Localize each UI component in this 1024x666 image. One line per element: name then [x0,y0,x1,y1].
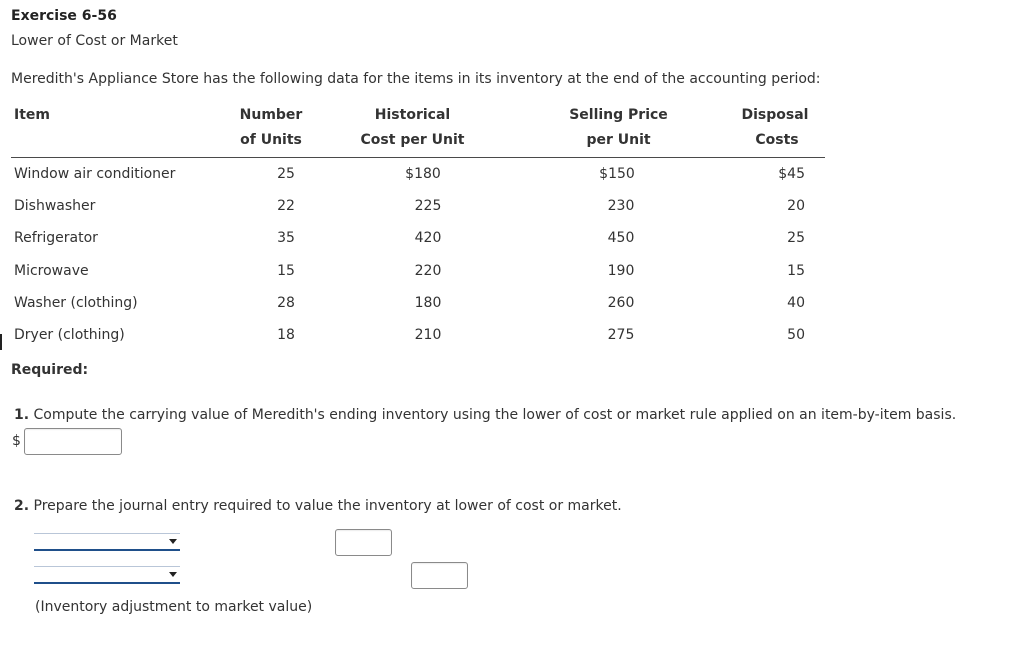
col-header-cost-line2: Cost per Unit [360,132,465,148]
row-cost: $180 [405,166,441,182]
row-cost: 420 [414,230,442,246]
row-disposal: $45 [778,166,805,182]
inventory-value-input[interactable] [24,428,122,455]
debit-amount-input[interactable] [335,529,392,556]
row-disposal: 50 [787,327,805,343]
dropdown-arrow-icon [169,572,177,577]
row-cost: 225 [414,198,442,214]
col-header-units-line1: Number [239,107,303,123]
row-units: 22 [277,198,295,214]
row-item-name: Dishwasher [14,198,96,214]
row-disposal: 25 [787,230,805,246]
credit-amount-input[interactable] [411,562,468,589]
debit-account-select[interactable] [34,533,180,551]
row-price: 450 [607,230,635,246]
row-disposal: 40 [787,295,805,311]
row-units: 18 [277,327,295,343]
row-disposal: 15 [787,263,805,279]
journal-entry-note: (Inventory adjustment to market value) [35,599,313,615]
row-item-name: Dryer (clothing) [14,327,125,343]
col-header-price-line1: Selling Price [569,107,668,123]
row-units: 15 [277,263,295,279]
row-price: 230 [607,198,635,214]
question-1-number: 1. [14,407,30,423]
currency-symbol: $ [12,433,21,449]
credit-account-select[interactable] [34,566,180,584]
row-cost: 220 [414,263,442,279]
col-header-item: Item [14,107,50,123]
row-disposal: 20 [787,198,805,214]
row-units: 25 [277,166,295,182]
question-2 [14,498,622,514]
dropdown-arrow-icon [169,539,177,544]
required-label: Required: [11,362,89,378]
question-1-text: Compute the carrying value of Meredith's ending inventory using the lower of cost or market rule applied on an item-by-item basis. [33,407,957,423]
col-header-price-line2: per Unit [586,132,651,148]
question-2-number: 2. [14,498,30,514]
focus-marker [0,334,2,350]
row-price: 260 [607,295,635,311]
row-item-name: Window air conditioner [14,166,176,182]
col-header-disposal-line2: Costs [755,132,799,148]
exercise-subtitle: Lower of Cost or Market [11,33,178,49]
col-header-units-line2: of Units [240,132,302,148]
row-item-name: Microwave [14,263,89,279]
row-units: 35 [277,230,295,246]
row-price: $150 [599,166,635,182]
row-units: 28 [277,295,295,311]
exercise-title: Exercise 6-56 [11,8,117,24]
question-2-text: Prepare the journal entry required to value the inventory at lower of cost or market. [33,498,622,514]
row-item-name: Refrigerator [14,230,98,246]
row-cost: 210 [414,327,442,343]
header-divider [11,157,825,158]
row-price: 275 [607,327,635,343]
row-item-name: Washer (clothing) [14,295,138,311]
row-price: 190 [607,263,635,279]
row-cost: 180 [414,295,442,311]
col-header-cost-line1: Historical [374,107,451,123]
intro-text: Meredith's Appliance Store has the following data for the items in its inventory at the end of the accounting period: [11,71,821,87]
question-1 [14,407,956,423]
col-header-disposal-line1: Disposal [741,107,809,123]
